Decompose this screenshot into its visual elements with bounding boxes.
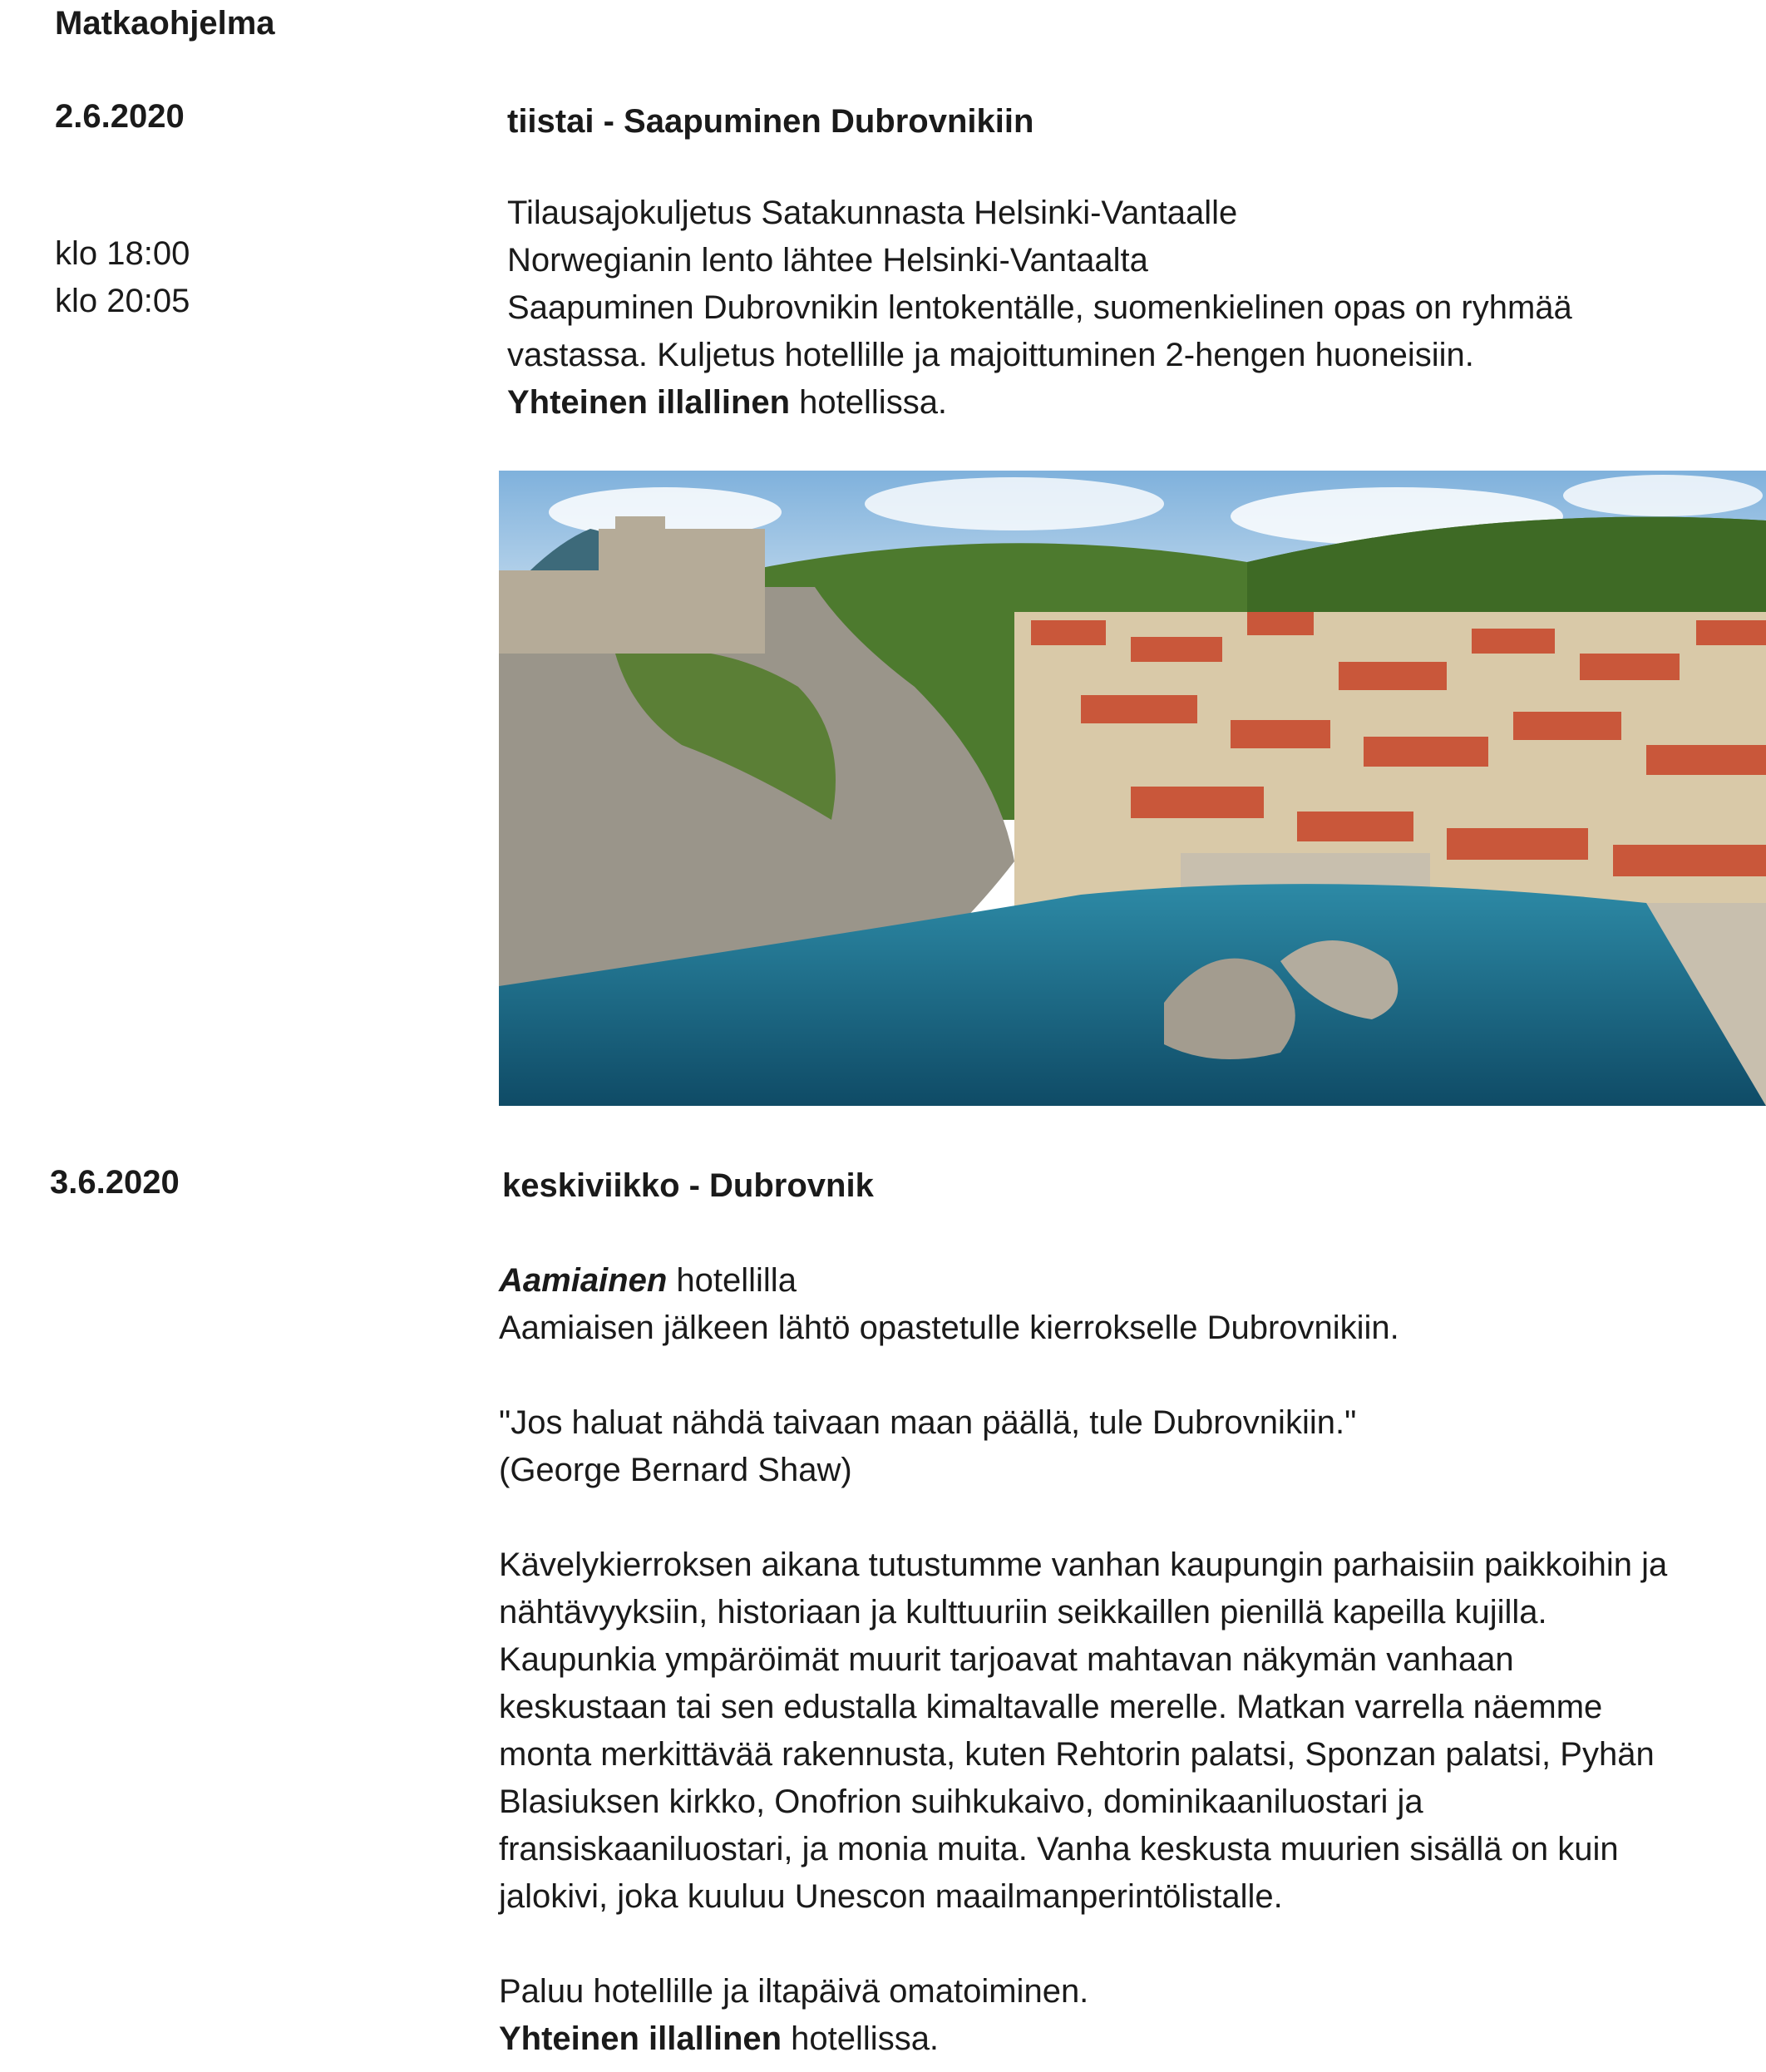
day2-description-line: monta merkittävää rakennusta, kuten Rehtorin palatsi, Sponzan palatsi, Pyhän [499, 1736, 1655, 1773]
day2-heading: keskiviikko - Dubrovnik [502, 1167, 874, 1204]
document-title: Matkaohjelma [55, 5, 275, 42]
day1-line: Saapuminen Dubrovnikin lentokentälle, suomenkielinen opas on ryhmää [507, 289, 1572, 326]
dubrovnik-illustration [499, 471, 1766, 1106]
day2-date: 3.6.2020 [50, 1164, 180, 1201]
day2-quote: "Jos haluat nähdä taivaan maan päällä, tule Dubrovnikiin." [499, 1404, 1357, 1441]
day1-date: 2.6.2020 [55, 98, 185, 135]
breakfast-rest: hotellilla [667, 1262, 797, 1299]
dinner-rest: hotellissa. [790, 384, 948, 421]
day1-heading: tiistai - Saapuminen Dubrovnikiin [507, 103, 1034, 140]
day2-description-line: keskustaan tai sen edustalla kimaltavalle merelle. Matkan varrella näemme [499, 1689, 1603, 1725]
day2-description-line: Kaupunkia ympäröimät muurit tarjoavat mahtavan näkymän vanhaan [499, 1641, 1514, 1678]
time-arrival: klo 20:05 [55, 283, 190, 319]
day2-breakfast [499, 1257, 1667, 1305]
day2-afternoon: Paluu hotellille ja iltapäivä omatoiminen. [499, 1973, 1089, 2010]
breakfast-bold: Aamiainen [499, 1262, 668, 1299]
time-departure: klo 18:00 [55, 235, 190, 272]
day2-description-line: jalokivi, joka kuuluu Unescon maailmanperintölistalle. [499, 1878, 1283, 1915]
day1-line: vastassa. Kuljetus hotellille ja majoittuminen 2-hengen huoneisiin. [507, 337, 1474, 373]
dinner-bold: Yhteinen illallinen [507, 384, 791, 421]
dinner-rest: hotellissa. [782, 2020, 940, 2057]
day2-tour-intro: Aamiaisen jälkeen lähtö opastetulle kierrokselle Dubrovnikiin. [499, 1310, 1399, 1346]
day2-description-line: Kävelykierroksen aikana tutustumme vanhan kaupungin parhaisiin paikkoihin ja [499, 1547, 1668, 1583]
cloud [865, 477, 1164, 530]
day1-body [507, 190, 1572, 427]
dinner-bold: Yhteinen illallinen [499, 2020, 782, 2057]
day2-description-line: nähtävyyksiin, historiaan ja kulttuuriin seikkaillen pienillä kapeilla kujilla. [499, 1594, 1547, 1630]
day2-quote-author: (George Bernard Shaw) [499, 1452, 852, 1488]
day1-dinner [507, 379, 1572, 427]
day1-times [55, 230, 190, 325]
cloud [1563, 475, 1763, 516]
day1-line: Norwegianin lento lähtee Helsinki-Vantaalta [507, 242, 1148, 279]
day1-line: Tilausajokuljetus Satakunnasta Helsinki-Vantaalle [507, 195, 1238, 231]
day2-description-line: Blasiuksen kirkko, Onofrion suihkukaivo, dominikaaniluostari ja [499, 1783, 1423, 1820]
dubrovnik-photo [499, 471, 1766, 1106]
day2-description-line: fransiskaaniluostari, ja monia muita. Vanha keskusta muurien sisällä on kuin [499, 1831, 1619, 1867]
day2-body [499, 1257, 1667, 2063]
day2-dinner [499, 2015, 1667, 2063]
